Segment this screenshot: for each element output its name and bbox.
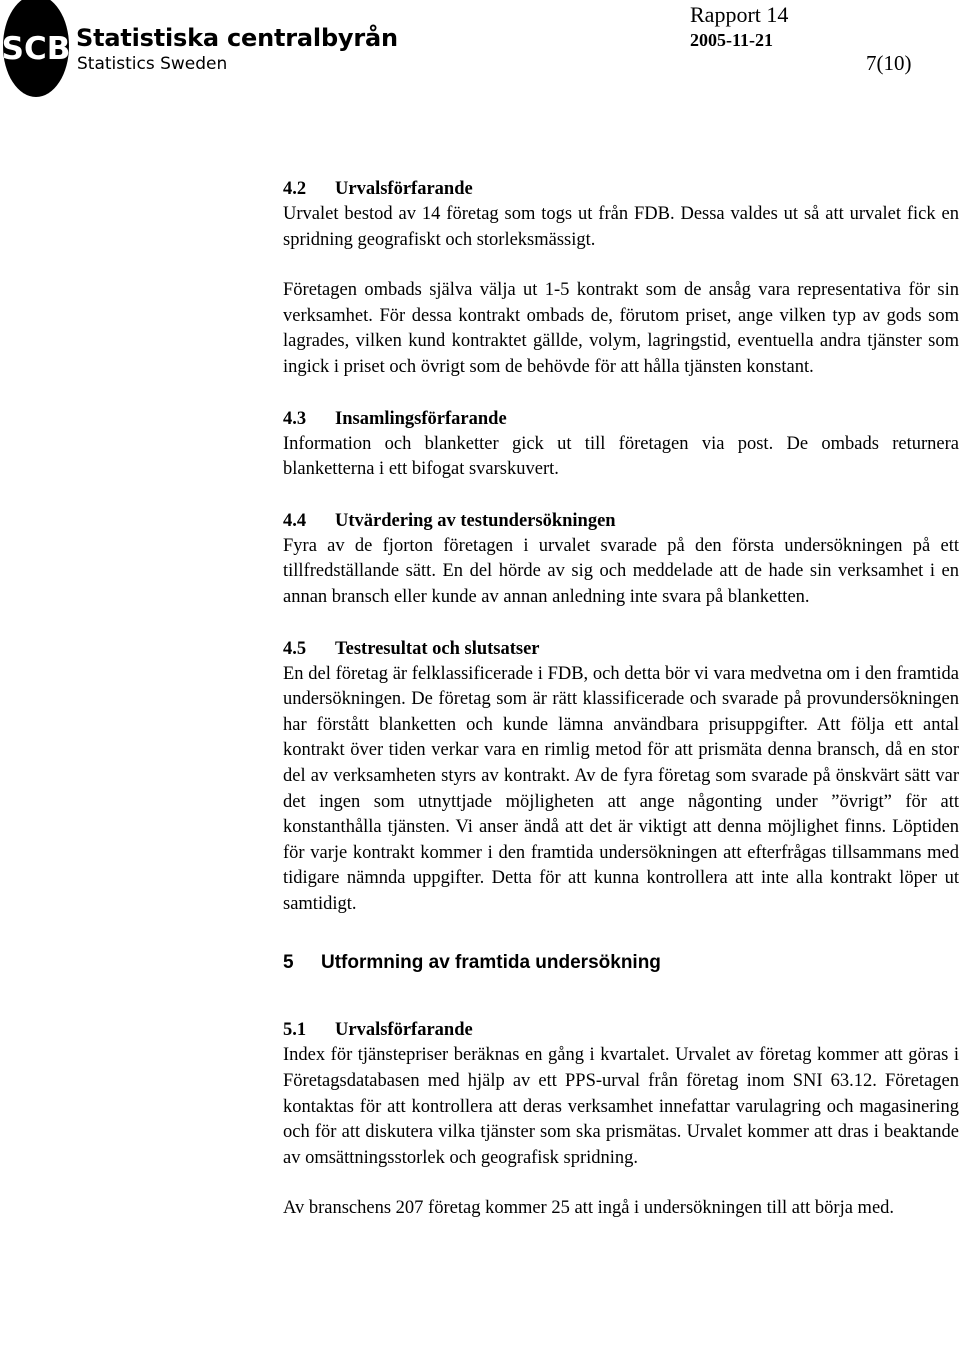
page-number: 7(10) [866, 51, 912, 75]
chapter-heading-5 [283, 949, 959, 977]
section-number: 4.4 [283, 510, 307, 531]
paragraph: Information och blanketter gick ut till företagen via post. De ombads returnera blanketterna i ett bifogat svarskuvert. [283, 433, 959, 480]
logo-mark-text: SCB [1, 31, 71, 67]
section-heading-4-4 [283, 508, 959, 534]
paragraph: Fyra av de fjorton företagen i urvalet svarade på den första undersökningen på ett tillfredställande sätt. En del hörde av sig och meddelade att de hade sin verksamhet i en annan bransch eller kunde av annan anledning inte svara på blanketten. [283, 535, 959, 607]
paragraph: Av branschens 207 företag kommer 25 att ingå i undersökningen till att börja med. [283, 1198, 895, 1219]
section-number: 4.5 [283, 638, 307, 659]
section-title: Insamlingsförfarande [335, 408, 507, 429]
report-date: 2005-11-21 [690, 30, 773, 50]
section-title: Urvalsförfarande [335, 179, 473, 199]
section-heading-5-1 [283, 1017, 959, 1043]
paragraph: Urvalet bestod av 14 företag som togs ut från FDB. Dessa valdes ut så att urvalet fick en spridning geografiskt och storleksmässigt. [283, 204, 959, 250]
document-body [283, 176, 959, 1222]
section-title: Utformning av framtida undersökning [321, 952, 661, 974]
paragraph: En del företag är felklassificerade i FDB, och detta bör vi vara medvetna om i den framtida undersökningen. De företag som är rätt klassificerade och svarade på provundersökningen har förstått blanketten och kunde lämna användbara prisuppgifter. Att följa ett antal kontrakt över tiden verkar vara en rimlig metod för att prismäta denna bransch, då en stor del av verksamheten styrs av kontrakt. Av de fyra företag som svarade på önskvärt sätt var det ingen som utnyttjade möjligheten att ange någonting under ”övrigt” för att konstanthålla tjänsten. Vi anser ändå att det är viktigt att denna möjlighet finns. Löptiden för varje kontrakt kommer i den framtida undersökningen att efterfrågas tillsammans med tidigare nämnda uppgifter. Detta för att kunna kontrollera att inte alla kontrakt löper ut samtidigt. [283, 663, 959, 914]
scb-logo [0, 0, 420, 100]
logo-title: Statistiska centralbyrån [76, 24, 398, 52]
section-number: 4.3 [283, 408, 307, 429]
section-number: 5.1 [283, 1020, 307, 1041]
page-header [0, 0, 960, 110]
paragraph: Index för tjänstepriser beräknas en gång i kvartalet. Urvalet av företag kommer att göras i Företagsdatabasen med hjälp av ett PPS-urval från företag inom SNI 63.12. Företagen kontaktas för att kontrollera att deras verksamhet innefattar varulagring och magasinering och för att diskutera vilka tjänster som ska prismätas. Urvalet kommer att dras i beaktande av omsättningsstorlek och geografisk spridning. [283, 1045, 959, 1168]
paragraph: Företagen ombads själva välja ut 1-5 kontrakt som de ansåg vara representativa för sin verksamhet. För dessa kontrakt ombads de, förutom priset, ange vilken typ av gods som lagrades, vilken kund kontraktet gällde, volym, lagringstid, eventuella andra tjänster som ingick i priset och övrigt som de behövde för att hålla tjänsten konstant. [283, 280, 959, 377]
section-heading-4-2 [283, 176, 959, 202]
section-title: Urvalsförfarande [335, 1020, 473, 1041]
section-title: Utvärdering av testundersökningen [335, 510, 616, 531]
section-number: 5 [283, 952, 294, 974]
logo-subtitle: Statistics Sweden [77, 54, 228, 74]
report-title: Rapport 14 [690, 2, 789, 27]
scb-logo-icon [0, 0, 74, 100]
section-heading-4-3 [283, 406, 959, 432]
section-title: Testresultat och slutsatser [335, 638, 540, 659]
section-heading-4-5 [283, 636, 959, 662]
section-number: 4.2 [283, 179, 307, 199]
